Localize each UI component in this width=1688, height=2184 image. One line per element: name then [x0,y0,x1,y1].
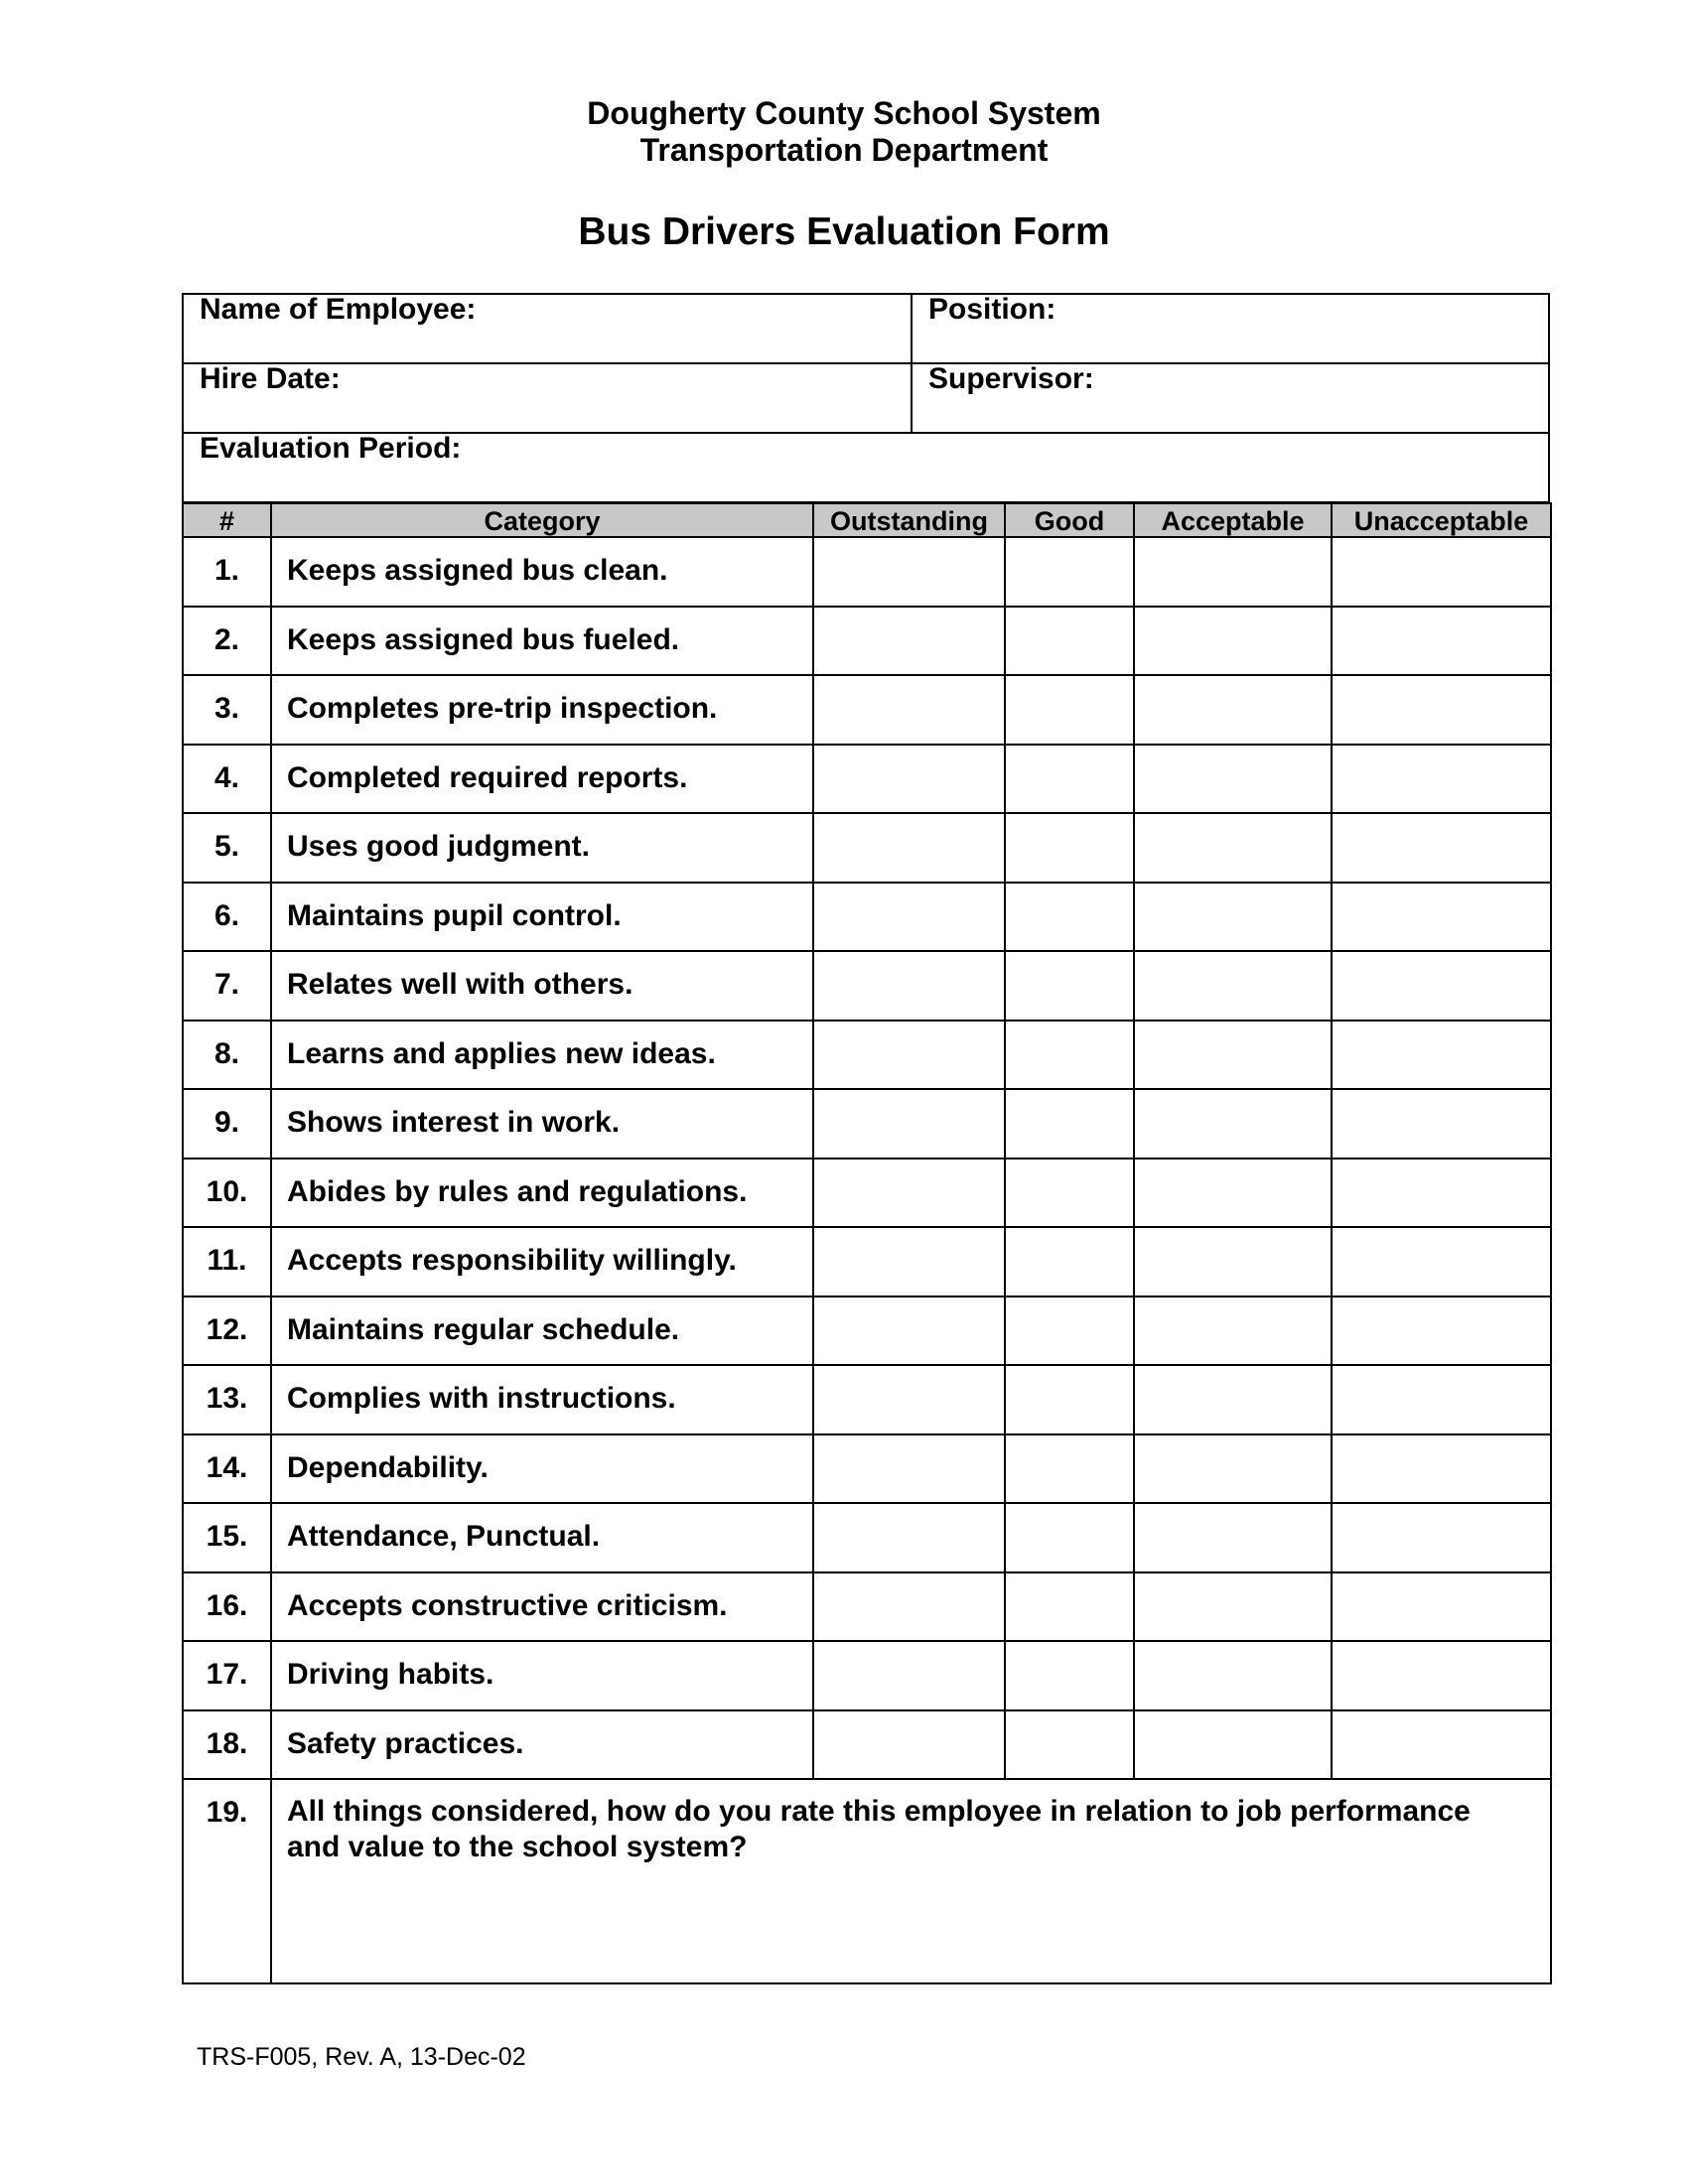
rating-cell-unacceptable[interactable] [1332,1503,1551,1572]
row-number: 12. [183,1297,271,1366]
rating-cell-acceptable[interactable] [1134,1641,1332,1710]
rating-cell-acceptable[interactable] [1134,1159,1332,1228]
rating-cell-good[interactable] [1005,745,1134,814]
column-header-unacceptable: Unacceptable [1332,503,1551,537]
rating-cell-outstanding[interactable] [813,1089,1005,1159]
rating-cell-outstanding[interactable] [813,883,1005,952]
rating-cell-good[interactable] [1005,1089,1134,1159]
row-category: Maintains pupil control. [271,883,813,952]
rating-cell-outstanding[interactable] [813,813,1005,883]
row-category: Safety practices. [271,1710,813,1780]
rating-cell-acceptable[interactable] [1134,537,1332,607]
row-category: Driving habits. [271,1641,813,1710]
row-number: 6. [183,883,271,952]
rating-cell-outstanding[interactable] [813,675,1005,745]
rating-cell-good[interactable] [1005,1710,1134,1780]
rating-cell-good[interactable] [1005,675,1134,745]
rating-cell-unacceptable[interactable] [1332,537,1551,607]
position-field[interactable] [913,295,1548,362]
rating-cell-unacceptable[interactable] [1332,1159,1551,1228]
rating-cell-good[interactable] [1005,1503,1134,1572]
row-number: 10. [183,1159,271,1228]
rating-cell-unacceptable[interactable] [1332,607,1551,676]
row-number: 2. [183,607,271,676]
row-category: Shows interest in work. [271,1089,813,1159]
row-category: Learns and applies new ideas. [271,1021,813,1090]
rating-cell-unacceptable[interactable] [1332,1710,1551,1780]
rating-cell-unacceptable[interactable] [1332,1089,1551,1159]
rating-cell-outstanding[interactable] [813,607,1005,676]
rating-cell-outstanding[interactable] [813,1365,1005,1434]
table-row [183,537,1551,607]
rating-cell-good[interactable] [1005,1021,1134,1090]
rating-cell-acceptable[interactable] [1134,1503,1332,1572]
table-row [183,1297,1551,1366]
rating-cell-outstanding[interactable] [813,951,1005,1021]
row-number: 16. [183,1572,271,1642]
rating-cell-good[interactable] [1005,951,1134,1021]
row-number: 14. [183,1434,271,1504]
rating-cell-acceptable[interactable] [1134,675,1332,745]
rating-cell-unacceptable[interactable] [1332,813,1551,883]
rating-cell-acceptable[interactable] [1134,1710,1332,1780]
row-category: Keeps assigned bus clean. [271,537,813,607]
evaluation-period-label: Evaluation Period: [200,432,462,465]
rating-cell-acceptable[interactable] [1134,883,1332,952]
employee-name-field[interactable] [184,295,911,362]
rating-cell-outstanding[interactable] [813,1159,1005,1228]
column-header-outstanding: Outstanding [813,503,1005,537]
rating-cell-good[interactable] [1005,1434,1134,1504]
table-header-row [183,503,1551,537]
rating-cell-unacceptable[interactable] [1332,1021,1551,1090]
overall-rating-question[interactable]: All things considered, how do you rate this employee in relation to job performance and value to the school system? [271,1779,1551,1983]
column-header-good: Good [1005,503,1134,537]
rating-cell-unacceptable[interactable] [1332,1572,1551,1642]
row-category: Uses good judgment. [271,813,813,883]
overall-rating-row [183,1779,1551,1983]
table-row [183,1089,1551,1159]
rating-cell-good[interactable] [1005,883,1134,952]
department-name: Transportation Department [639,132,1049,168]
rating-cell-outstanding[interactable] [813,1297,1005,1366]
form-code: TRS-F005, Rev. A, 13-Dec-02 [197,2043,526,2071]
table-row [183,1227,1551,1297]
rating-cell-good[interactable] [1005,1159,1134,1228]
row-number: 17. [183,1641,271,1710]
organization-name: Dougherty County School System [587,95,1101,131]
table-row [183,1710,1551,1780]
table-row [183,883,1551,952]
rating-cell-good[interactable] [1005,1227,1134,1297]
rating-cell-unacceptable[interactable] [1332,1365,1551,1434]
employee-info-box [182,293,1550,503]
rating-cell-acceptable[interactable] [1134,1572,1332,1642]
rating-cell-outstanding[interactable] [813,537,1005,607]
rating-cell-good[interactable] [1005,1297,1134,1366]
column-header-acceptable: Acceptable [1134,503,1332,537]
rating-cell-acceptable[interactable] [1134,813,1332,883]
rating-cell-outstanding[interactable] [813,1710,1005,1780]
rating-cell-acceptable[interactable] [1134,1089,1332,1159]
rating-cell-good[interactable] [1005,1641,1134,1710]
rating-cell-acceptable[interactable] [1134,951,1332,1021]
row-category: Attendance, Punctual. [271,1503,813,1572]
rating-cell-good[interactable] [1005,607,1134,676]
row-category: Complies with instructions. [271,1365,813,1434]
rating-cell-acceptable[interactable] [1134,1365,1332,1434]
rating-cell-acceptable[interactable] [1134,1021,1332,1090]
rating-cell-unacceptable[interactable] [1332,1641,1551,1710]
table-row [183,951,1551,1021]
rating-cell-acceptable[interactable] [1134,1227,1332,1297]
rating-cell-unacceptable[interactable] [1332,745,1551,814]
hire-date-field[interactable] [184,364,911,432]
row-number: 15. [183,1503,271,1572]
table-row [183,607,1551,676]
evaluation-table [182,502,1552,1984]
row-category: Keeps assigned bus fueled. [271,607,813,676]
table-row [183,1572,1551,1642]
row-number: 5. [183,813,271,883]
rating-cell-good[interactable] [1005,1365,1134,1434]
rating-cell-outstanding[interactable] [813,1572,1005,1642]
rating-cell-unacceptable[interactable] [1332,883,1551,952]
rating-cell-outstanding[interactable] [813,1021,1005,1090]
rating-cell-outstanding[interactable] [813,1227,1005,1297]
row-number: 13. [183,1365,271,1434]
row-number: 11. [183,1227,271,1297]
rating-cell-outstanding[interactable] [813,1641,1005,1710]
table-row [183,1434,1551,1504]
row-category: Completed required reports. [271,745,813,814]
rating-cell-outstanding[interactable] [813,1503,1005,1572]
supervisor-label: Supervisor: [928,362,1094,395]
supervisor-field[interactable] [913,364,1548,432]
document-header [0,95,1688,169]
row-category: Completes pre-trip inspection. [271,675,813,745]
table-row [183,1365,1551,1434]
row-number: 18. [183,1710,271,1780]
table-row [183,1641,1551,1710]
row-category: Dependability. [271,1434,813,1504]
rating-cell-good[interactable] [1005,813,1134,883]
rating-cell-acceptable[interactable] [1134,745,1332,814]
rating-cell-outstanding[interactable] [813,745,1005,814]
rating-cell-acceptable[interactable] [1134,1434,1332,1504]
row-category: Maintains regular schedule. [271,1297,813,1366]
evaluation-period-field[interactable] [184,434,1548,501]
rating-cell-unacceptable[interactable] [1332,1434,1551,1504]
rating-cell-unacceptable[interactable] [1332,675,1551,745]
row-category: Relates well with others. [271,951,813,1021]
position-label: Position: [928,293,1056,326]
row-category: Accepts constructive criticism. [271,1572,813,1642]
table-row [183,675,1551,745]
column-header-number: # [183,503,271,537]
row-category: Abides by rules and regulations. [271,1159,813,1228]
row-number: 19. [183,1779,271,1983]
hire-date-label: Hire Date: [200,362,341,395]
table-row [183,1503,1551,1572]
rating-cell-unacceptable[interactable] [1332,1227,1551,1297]
table-row [183,1159,1551,1228]
table-row [183,1021,1551,1090]
rating-cell-acceptable[interactable] [1134,607,1332,676]
row-number: 8. [183,1021,271,1090]
employee-name-label: Name of Employee: [200,293,477,326]
row-number: 4. [183,745,271,814]
rating-cell-unacceptable[interactable] [1332,1297,1551,1366]
row-number: 1. [183,537,271,607]
rating-cell-good[interactable] [1005,1572,1134,1642]
row-number: 3. [183,675,271,745]
table-row [183,745,1551,814]
row-number: 7. [183,951,271,1021]
rating-cell-unacceptable[interactable] [1332,951,1551,1021]
row-number: 9. [183,1089,271,1159]
column-header-category: Category [271,503,813,537]
rating-cell-good[interactable] [1005,537,1134,607]
table-row [183,813,1551,883]
rating-cell-acceptable[interactable] [1134,1297,1332,1366]
form-title: Bus Drivers Evaluation Form [578,210,1110,253]
rating-cell-outstanding[interactable] [813,1434,1005,1504]
row-category: Accepts responsibility willingly. [271,1227,813,1297]
